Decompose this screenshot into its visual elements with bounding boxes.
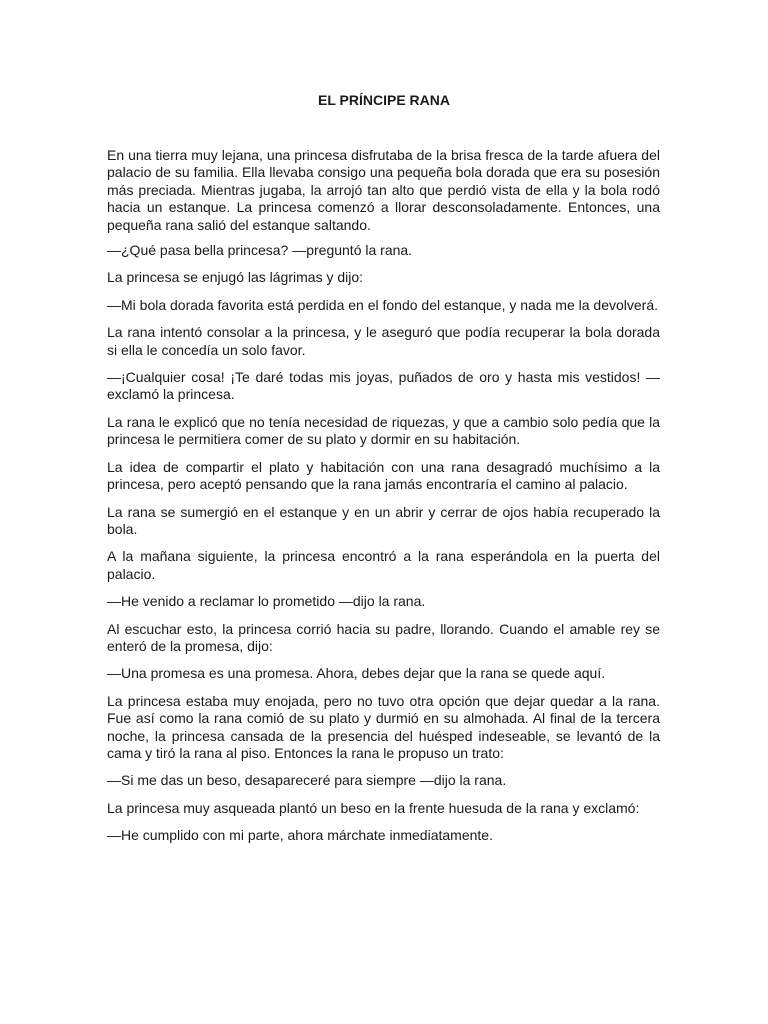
paragraph: La rana le explicó que no tenía necesidad de riquezas, y que a cambio solo pedía que la princesa le permitiera comer de su plato y dormir en su habitación. [107,413,660,448]
paragraph: —He venido a reclamar lo prometido —dijo la rana. [107,593,426,610]
paragraph: —¿Qué pasa bella princesa? —preguntó la rana. [107,242,413,259]
document-title: EL PRÍNCIPE RANA [318,92,450,108]
paragraph: La rana se sumergió en el estanque y en un abrir y cerrar de ojos había recuperado la bola. [107,503,660,537]
paragraph: En una tierra muy lejana, una princesa disfrutaba de la brisa fresca de la tarde afuera del palacio de su familia. Ella llevaba consigo una pequeña bola dorada que era su posesión más preciada. Mientras jugaba, la arrojó tan alto que perdió vista de ella y la bola rodó hacia un estanque. La princesa comenzó a llorar desconsoladamente. Entonces, una pequeña rana salió del estanque saltando. [107,147,660,233]
paragraph: Al escuchar esto, la princesa corrió hacia su padre, llorando. Cuando el amable rey se enteró de la promesa, dijo: [107,620,660,654]
paragraph: La idea de compartir el plato y habitación con una rana desagradó muchísimo a la princesa, pero aceptó pensando que la rana jamás encontraría el camino al palacio. [107,458,660,493]
paragraph: —¡Cualquier cosa! ¡Te daré todas mis joyas, puñados de oro y hasta mis vestidos! —exclamó la princesa. [107,369,660,403]
paragraph: La princesa estaba muy enojada, pero no tuvo otra opción que dejar quedar a la rana. Fue así como la rana comió de su plato y durmió en su almohada. Al final de la tercera noche, la princesa cansada de la presencia del huésped indeseable, se levantó de la cama y tiró la rana al piso. Entonces la rana le propuso un trato: [107,692,660,761]
paragraph: La rana intentó consolar a la princesa, y le aseguró que podía recuperar la bola dorada si ella le concedía un solo favor. [107,324,660,358]
paragraph: La princesa muy asqueada plantó un beso en la frente huesuda de la rana y exclamó: [107,799,640,816]
paragraph: —Una promesa es una promesa. Ahora, debes dejar que la rana se quede aquí. [107,665,606,682]
paragraph: —Si me das un beso, desapareceré para siempre —dijo la rana. [107,772,507,789]
document-body [107,147,660,855]
paragraph: La princesa se enjugó las lágrimas y dijo: [107,269,364,286]
paragraph: —He cumplido con mi parte, ahora márchate inmediatamente. [107,827,493,844]
paragraph: A la mañana siguiente, la princesa encontró a la rana esperándola en la puerta del palacio. [107,548,660,582]
paragraph: —Mi bola dorada favorita está perdida en el fondo del estanque, y nada me la devolverá. [107,296,659,313]
